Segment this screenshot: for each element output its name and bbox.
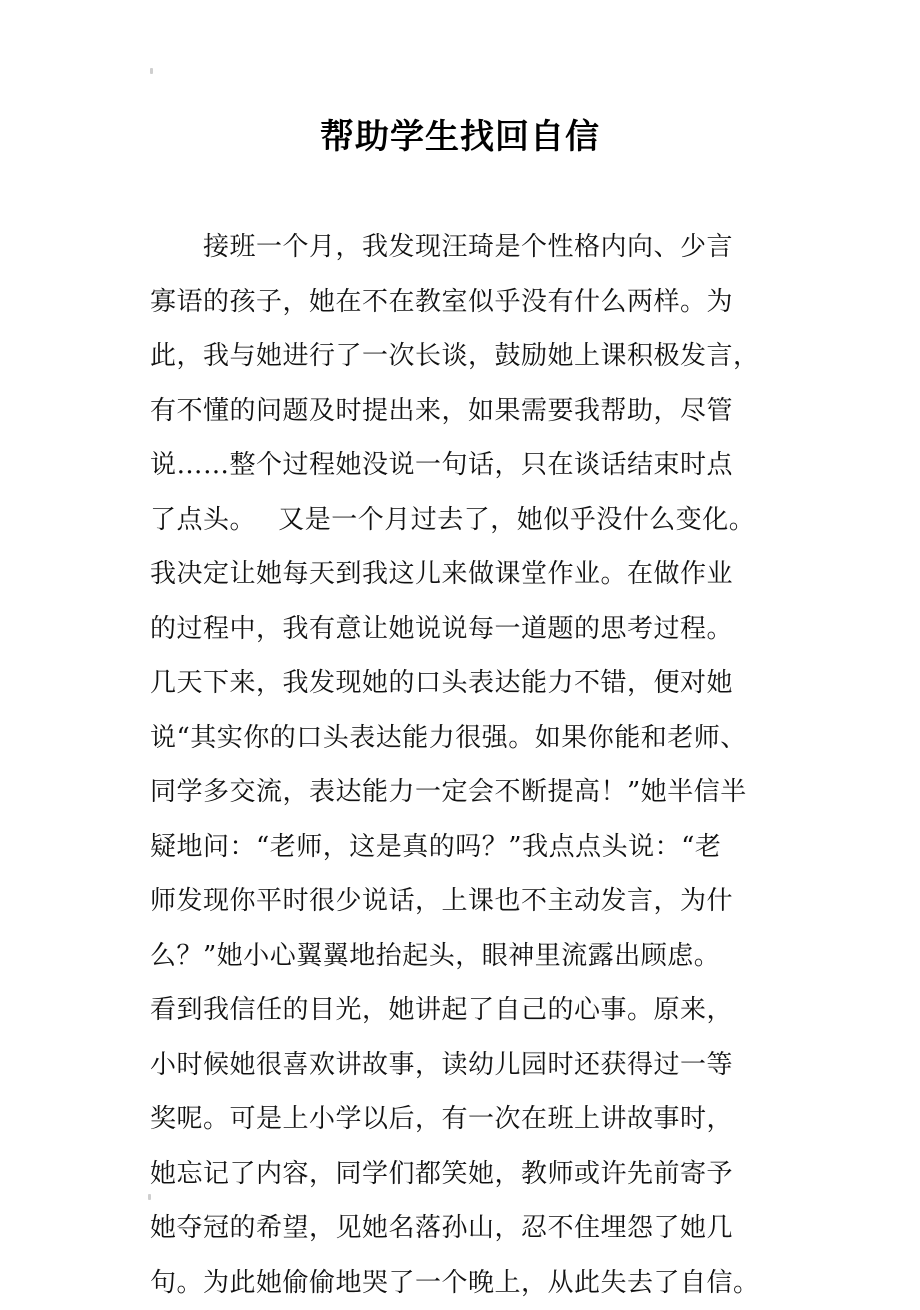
paragraph-line: 她夺冠的希望，见她名落孙山，忍不住埋怨了她几 [150,1201,790,1256]
paragraph-line: 说……整个过程她没说一句话，只在谈话结束时点 [150,438,790,493]
paragraph-line: 接班一个月，我发现汪琦是个性格内向、少言 [150,220,790,275]
paragraph-line: 说“其实你的口头表达能力很强。如果你能和老师、 [150,711,790,766]
paragraph-line: 看到我信任的目光，她讲起了自己的心事。原来， [150,983,790,1038]
paragraph-line: 疑地问：“老师，这是真的吗？”我点点头说：“老 [150,820,790,875]
scan-speck-top [150,68,153,74]
paragraph-line: 几天下来，我发现她的口头表达能力不错，便对她 [150,656,790,711]
paragraph-line: 有不懂的问题及时提出来，如果需要我帮助，尽管 [150,384,790,439]
paragraph-line: 小时候她很喜欢讲故事，读幼儿园时还获得过一等 [150,1038,790,1093]
paragraph-line: 我决定让她每天到我这儿来做课堂作业。在做作业 [150,547,790,602]
paragraph-line: 师发现你平时很少说话，上课也不主动发言，为什 [150,874,790,929]
paragraph-line: 寡语的孩子，她在不在教室似乎没有什么两样。为 [150,275,790,330]
paragraph-line: 的过程中，我有意让她说说每一道题的思考过程。 [150,602,790,657]
paragraph-line: 同学多交流，表达能力一定会不断提高！”她半信半 [150,765,790,820]
paragraph-line: 么？”她小心翼翼地抬起头，眼神里流露出顾虑。 [150,929,790,984]
paragraph-line: 奖呢。可是上小学以后，有一次在班上讲故事时， [150,1092,790,1147]
paragraph-line: 她忘记了内容，同学们都笑她，教师或许先前寄予 [150,1147,790,1202]
document-title: 帮助学生找回自信 [0,112,920,162]
paragraph-line: 此，我与她进行了一次长谈，鼓励她上课积极发言， [150,329,790,384]
paragraph-line: 了点头。 又是一个月过去了，她似乎没什么变化。 [150,493,790,548]
document-body [150,220,790,1310]
paragraph-line: 句。为此她偷偷地哭了一个晚上，从此失去了自信。 [150,1256,790,1310]
